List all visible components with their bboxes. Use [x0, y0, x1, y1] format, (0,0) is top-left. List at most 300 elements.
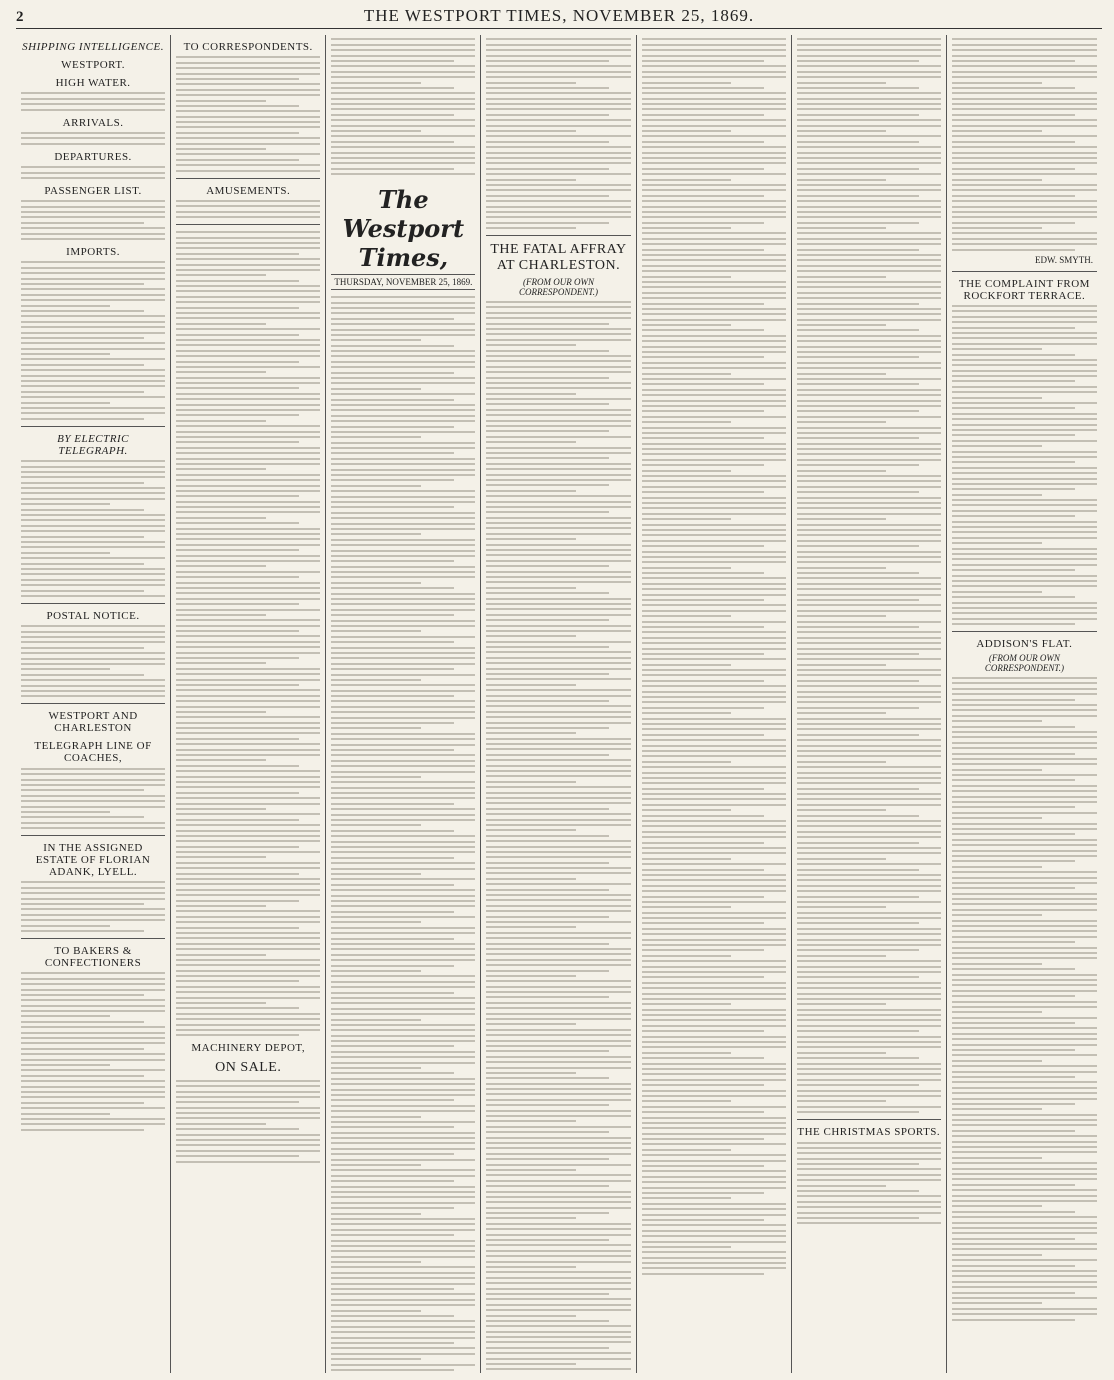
section-heading: ON SALE. [215, 1060, 282, 1076]
text-line [952, 1254, 1042, 1256]
text-line [176, 533, 320, 535]
text-line [952, 1189, 1097, 1191]
text-line [176, 1085, 320, 1087]
text-line [486, 1239, 609, 1241]
text-line [486, 657, 630, 659]
text-line [642, 60, 765, 62]
text-line [176, 765, 299, 767]
text-line [21, 773, 165, 775]
text-line [176, 684, 299, 686]
text-line [486, 184, 630, 186]
text-line [21, 1113, 110, 1115]
text-line [797, 475, 941, 477]
text-line [486, 899, 630, 901]
text-line [21, 795, 165, 797]
text-line [176, 565, 265, 567]
text-line [176, 905, 265, 907]
text-line [797, 1079, 941, 1081]
text-line [21, 1123, 165, 1125]
text-line [642, 524, 786, 526]
text-line [952, 715, 1097, 717]
text-line [21, 557, 165, 559]
text-line [176, 285, 320, 287]
text-line [642, 1100, 731, 1102]
text-line [642, 793, 786, 795]
text-line [486, 146, 630, 148]
text-line [176, 126, 320, 128]
text-line [331, 1105, 475, 1107]
text-line [486, 1099, 630, 1101]
text-line [952, 1211, 1075, 1213]
text-line [642, 879, 786, 881]
text-line [21, 652, 165, 654]
text-line [331, 114, 454, 116]
text-line [952, 434, 1075, 436]
section-heading: ARRIVALS. [62, 116, 124, 129]
text-line [486, 598, 630, 600]
text-line [642, 378, 786, 380]
text-line [176, 344, 320, 346]
text-line [952, 839, 1097, 841]
text-line [642, 351, 786, 353]
text-line [21, 584, 165, 586]
text-line [952, 575, 1097, 577]
text-line [21, 109, 165, 111]
text-line [176, 431, 320, 433]
text-line [797, 1217, 920, 1219]
text-line [331, 587, 454, 589]
text-line [797, 723, 941, 725]
text-line [797, 189, 941, 191]
text-line [176, 1150, 320, 1152]
text-line [642, 76, 786, 78]
text-line [642, 987, 786, 989]
text-line [486, 377, 609, 379]
text-line [21, 530, 165, 532]
text-line [176, 770, 320, 772]
text-line [642, 534, 786, 536]
text-line [486, 1309, 630, 1311]
text-line [797, 982, 941, 984]
text-line [331, 668, 454, 670]
text-line [21, 679, 165, 681]
text-line [642, 966, 786, 968]
text-line [331, 986, 475, 988]
text-line [642, 626, 765, 628]
text-line [21, 519, 165, 521]
text-line [486, 975, 575, 977]
text-line [642, 108, 786, 110]
text-line [21, 1015, 110, 1017]
text-line [952, 709, 1097, 711]
text-line [486, 312, 630, 314]
text-line [176, 1013, 320, 1015]
text-line [176, 490, 320, 492]
text-line [797, 1036, 941, 1038]
text-line [952, 227, 1042, 229]
text-line [642, 1138, 765, 1140]
text-line [952, 440, 1097, 442]
text-line [797, 788, 920, 790]
text-line [486, 1050, 609, 1052]
text-line [642, 459, 786, 461]
text-line [642, 917, 786, 919]
text-line [176, 296, 320, 298]
text-line [642, 885, 786, 887]
text-line [21, 887, 165, 889]
text-line [176, 700, 320, 702]
text-line [642, 55, 786, 57]
text-line [797, 540, 941, 542]
text-line [21, 172, 165, 174]
text-line [486, 926, 575, 928]
text-line [952, 316, 1097, 318]
text-line [331, 1288, 454, 1290]
text-line [486, 846, 630, 848]
text-line [642, 1117, 786, 1119]
text-line [642, 933, 786, 935]
text-line [331, 868, 475, 870]
text-line [176, 1002, 265, 1004]
text-line [331, 125, 475, 127]
text-line [797, 1201, 941, 1203]
text-line [642, 567, 731, 569]
text-line [21, 514, 165, 516]
text-line [797, 896, 920, 898]
text-line [176, 921, 320, 923]
text-line [952, 1286, 1097, 1288]
text-line [176, 317, 320, 319]
text-line [797, 421, 886, 423]
text-line [952, 515, 1075, 517]
text-line [486, 792, 630, 794]
text-line [642, 621, 786, 623]
text-line [486, 1126, 630, 1128]
text-line [797, 955, 886, 957]
text-line [642, 249, 765, 251]
text-line [952, 1033, 1097, 1035]
text-line [797, 443, 941, 445]
text-line [331, 146, 475, 148]
text-line [797, 480, 941, 482]
text-line [331, 700, 475, 702]
text-line [486, 1061, 630, 1063]
text-line [952, 1313, 1097, 1315]
text-line [797, 427, 941, 429]
text-line [797, 270, 941, 272]
text-line [952, 157, 1097, 159]
text-line [331, 781, 475, 783]
text-line [486, 474, 630, 476]
text-line [797, 1003, 886, 1005]
text-line [331, 1310, 420, 1312]
text-line [331, 663, 475, 665]
text-line [176, 803, 320, 805]
text-line [486, 651, 630, 653]
text-line [21, 1075, 144, 1077]
text-line [486, 1228, 630, 1230]
text-line [331, 76, 475, 78]
text-line [952, 222, 1075, 224]
text-line [176, 786, 320, 788]
text-line [486, 1341, 630, 1343]
text-line [642, 1165, 765, 1167]
text-line [331, 1175, 475, 1177]
text-line [642, 475, 786, 477]
text-line [952, 1044, 1097, 1046]
text-line [486, 1007, 630, 1009]
text-line [331, 318, 454, 320]
text-line [486, 646, 609, 648]
text-line [642, 114, 765, 116]
text-line [331, 1094, 475, 1096]
text-line [331, 168, 454, 170]
text-line [952, 1011, 1042, 1013]
text-line [486, 71, 630, 73]
signature: EDW. SMYTH. [1035, 254, 1093, 265]
text-line [952, 249, 1075, 251]
text-line [331, 1223, 475, 1225]
body-text [331, 38, 475, 175]
text-line [797, 507, 941, 509]
text-line [21, 166, 165, 168]
text-line [176, 797, 320, 799]
text-line [331, 1132, 475, 1134]
text-line [21, 315, 165, 317]
text-line [486, 393, 575, 395]
text-line [331, 1072, 454, 1074]
text-line [486, 1056, 630, 1058]
text-line [642, 313, 786, 315]
text-line [642, 44, 786, 46]
text-line [486, 1158, 609, 1160]
section-heading: WESTPORT AND CHARLESTON [48, 710, 138, 735]
text-line [952, 1076, 1075, 1078]
text-line [952, 1259, 1097, 1261]
text-line [952, 569, 1075, 571]
text-line [486, 490, 575, 492]
text-line [176, 105, 299, 107]
text-line [331, 539, 475, 541]
text-line [176, 894, 320, 896]
text-line [331, 452, 454, 454]
text-line [642, 642, 786, 644]
text-line [642, 308, 786, 310]
text-line [952, 1151, 1097, 1153]
text-line [331, 312, 475, 314]
text-line [176, 164, 320, 166]
text-line [486, 1002, 630, 1004]
text-line [642, 206, 786, 208]
text-line [486, 344, 575, 346]
text-line [21, 1059, 165, 1061]
section-heading: PASSENGER LIST. [44, 184, 142, 197]
text-line [331, 711, 475, 713]
text-line [486, 1196, 630, 1198]
text-line [642, 486, 786, 488]
text-line [952, 1017, 1097, 1019]
text-line [486, 355, 630, 357]
text-line [952, 467, 1097, 469]
text-line [331, 733, 475, 735]
text-line [176, 1007, 299, 1009]
text-line [952, 1114, 1097, 1116]
text-line [486, 398, 630, 400]
text-line [486, 943, 609, 945]
text-line [21, 989, 165, 991]
text-line [331, 44, 475, 46]
text-line [331, 765, 475, 767]
body-text [176, 1080, 320, 1163]
text-line [642, 421, 731, 423]
text-line [486, 38, 630, 40]
text-line [331, 787, 475, 789]
text-line [642, 842, 765, 844]
text-line [797, 238, 941, 240]
text-line [486, 522, 630, 524]
text-line [331, 1202, 475, 1204]
text-line [21, 994, 144, 996]
text-line [176, 749, 320, 751]
text-line [176, 522, 299, 524]
text-line [797, 745, 941, 747]
text-line [797, 157, 941, 159]
text-line [486, 425, 630, 427]
text-line [797, 766, 941, 768]
text-line [21, 342, 165, 344]
text-line [952, 82, 1042, 84]
text-line [486, 1217, 575, 1219]
text-line [952, 887, 1075, 889]
text-line [21, 418, 144, 420]
text-line [176, 873, 299, 875]
text-line [642, 685, 786, 687]
text-line [797, 815, 920, 817]
text-line [797, 551, 941, 553]
text-line [486, 625, 630, 627]
text-line [797, 448, 941, 450]
text-line [797, 728, 941, 730]
text-line [176, 878, 320, 880]
text-line [486, 554, 630, 556]
text-line [331, 576, 475, 578]
text-line [952, 483, 1097, 485]
text-line [952, 98, 1097, 100]
text-line [952, 817, 1042, 819]
text-line [642, 98, 786, 100]
text-line [486, 430, 609, 432]
text-line [486, 878, 575, 880]
text-line [797, 966, 941, 968]
text-line [642, 38, 786, 40]
text-line [642, 1203, 786, 1205]
text-line [952, 179, 1042, 181]
text-line [797, 594, 941, 596]
text-line [952, 119, 1097, 121]
text-line [21, 358, 165, 360]
text-line [486, 635, 575, 637]
text-line [486, 695, 630, 697]
text-line [331, 1159, 475, 1161]
text-line [176, 200, 320, 202]
text-line [331, 900, 475, 902]
text-line [642, 551, 786, 553]
text-line [331, 550, 475, 552]
text-line [176, 517, 265, 519]
text-line [21, 321, 165, 323]
text-line [331, 1078, 475, 1080]
text-line [952, 801, 1097, 803]
text-line [797, 184, 941, 186]
text-line [331, 948, 475, 950]
text-line [952, 763, 1097, 765]
text-line [952, 607, 1097, 609]
text-line [797, 993, 941, 995]
text-line [797, 55, 941, 57]
text-line [486, 862, 609, 864]
text-line [486, 49, 630, 51]
text-line [331, 1256, 475, 1258]
text-line [486, 991, 630, 993]
text-line [797, 173, 941, 175]
text-line [486, 200, 630, 202]
text-line [642, 1106, 786, 1108]
text-line [642, 852, 786, 854]
text-line [642, 615, 731, 617]
text-line [797, 847, 941, 849]
text-line [642, 825, 786, 827]
text-line [331, 684, 475, 686]
text-line [331, 506, 454, 508]
text-line [952, 823, 1097, 825]
text-line [642, 863, 786, 865]
text-line [176, 625, 320, 627]
text-line [642, 820, 786, 822]
body-text [952, 305, 1097, 625]
text-line [486, 1250, 630, 1252]
text-line [331, 60, 454, 62]
text-line [797, 335, 941, 337]
text-line [176, 754, 320, 756]
text-line [331, 426, 454, 428]
text-line [797, 669, 941, 671]
text-line [797, 265, 941, 267]
text-line [797, 804, 941, 806]
text-line [642, 1046, 786, 1048]
text-line [21, 789, 144, 791]
text-line [952, 364, 1097, 366]
text-line [642, 604, 786, 606]
text-line [642, 798, 786, 800]
text-line [642, 928, 786, 930]
text-line [952, 359, 1097, 361]
text-line [952, 1135, 1097, 1137]
text-line [797, 276, 886, 278]
text-line [21, 811, 110, 813]
text-line [21, 103, 165, 105]
text-line [331, 173, 475, 175]
text-line [176, 116, 320, 118]
text-line [21, 353, 110, 355]
text-line [176, 264, 320, 266]
text-line [21, 407, 165, 409]
body-text [952, 677, 1097, 1320]
text-line [952, 855, 1097, 857]
text-line [486, 641, 630, 643]
running-title: THE WESTPORT TIMES, NOVEMBER 25, 1869. [363, 6, 755, 25]
text-line [176, 980, 299, 982]
text-line [952, 343, 1097, 345]
